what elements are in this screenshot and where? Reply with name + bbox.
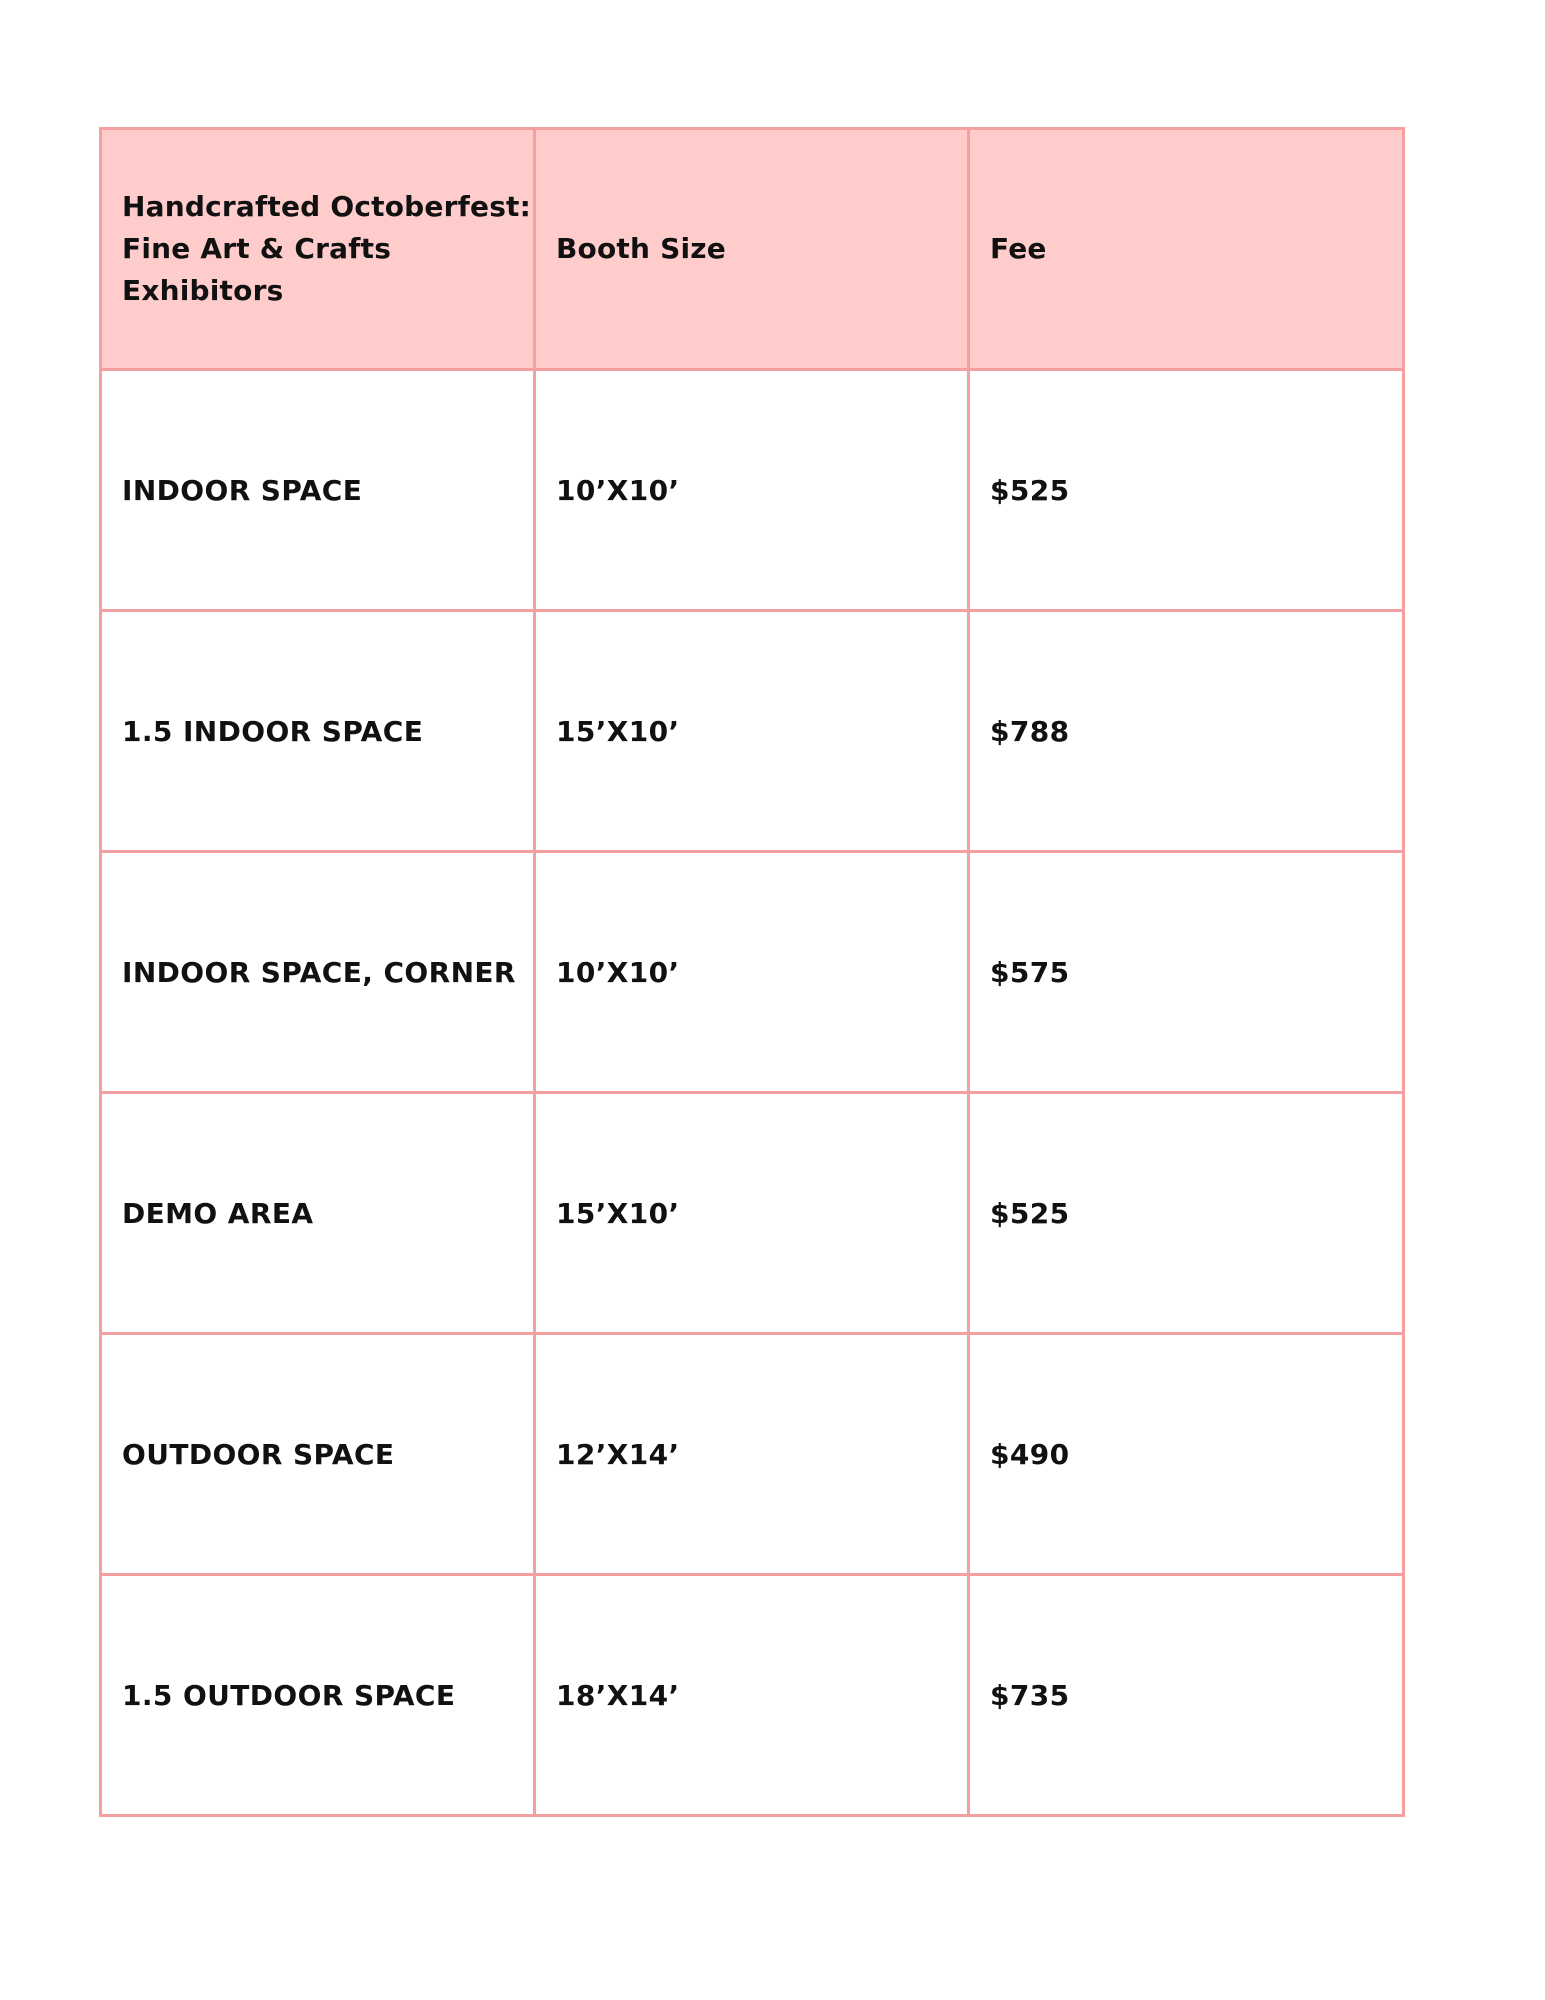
space-cell: 1.5 OUTDOOR SPACE bbox=[101, 1575, 535, 1816]
booth-size-cell: 10’X10’ bbox=[535, 852, 969, 1093]
header-exhibitor-type: Handcrafted Octoberfest: Fine Art & Crafts Exhibitors bbox=[101, 129, 535, 370]
fee-cell: $490 bbox=[969, 1334, 1404, 1575]
table-row bbox=[101, 370, 1404, 611]
fee-cell: $735 bbox=[969, 1575, 1404, 1816]
space-cell: DEMO AREA bbox=[101, 1093, 535, 1334]
space-cell: OUTDOOR SPACE bbox=[101, 1334, 535, 1575]
fee-cell: $788 bbox=[969, 611, 1404, 852]
header-fee: Fee bbox=[969, 129, 1404, 370]
header-booth-size: Booth Size bbox=[535, 129, 969, 370]
booth-size-cell: 10’X10’ bbox=[535, 370, 969, 611]
fee-cell: $525 bbox=[969, 370, 1404, 611]
booth-fee-table bbox=[99, 127, 1405, 1817]
booth-size-cell: 12’X14’ bbox=[535, 1334, 969, 1575]
fee-cell: $575 bbox=[969, 852, 1404, 1093]
space-cell: 1.5 INDOOR SPACE bbox=[101, 611, 535, 852]
table-row bbox=[101, 1575, 1404, 1816]
table-row bbox=[101, 1334, 1404, 1575]
space-cell: INDOOR SPACE, CORNER bbox=[101, 852, 535, 1093]
table-row bbox=[101, 611, 1404, 852]
table-row bbox=[101, 1093, 1404, 1334]
space-cell: INDOOR SPACE bbox=[101, 370, 535, 611]
booth-size-cell: 18’X14’ bbox=[535, 1575, 969, 1816]
table-row bbox=[101, 852, 1404, 1093]
fee-cell: $525 bbox=[969, 1093, 1404, 1334]
table-header-row bbox=[101, 129, 1404, 370]
booth-size-cell: 15’X10’ bbox=[535, 611, 969, 852]
booth-size-cell: 15’X10’ bbox=[535, 1093, 969, 1334]
